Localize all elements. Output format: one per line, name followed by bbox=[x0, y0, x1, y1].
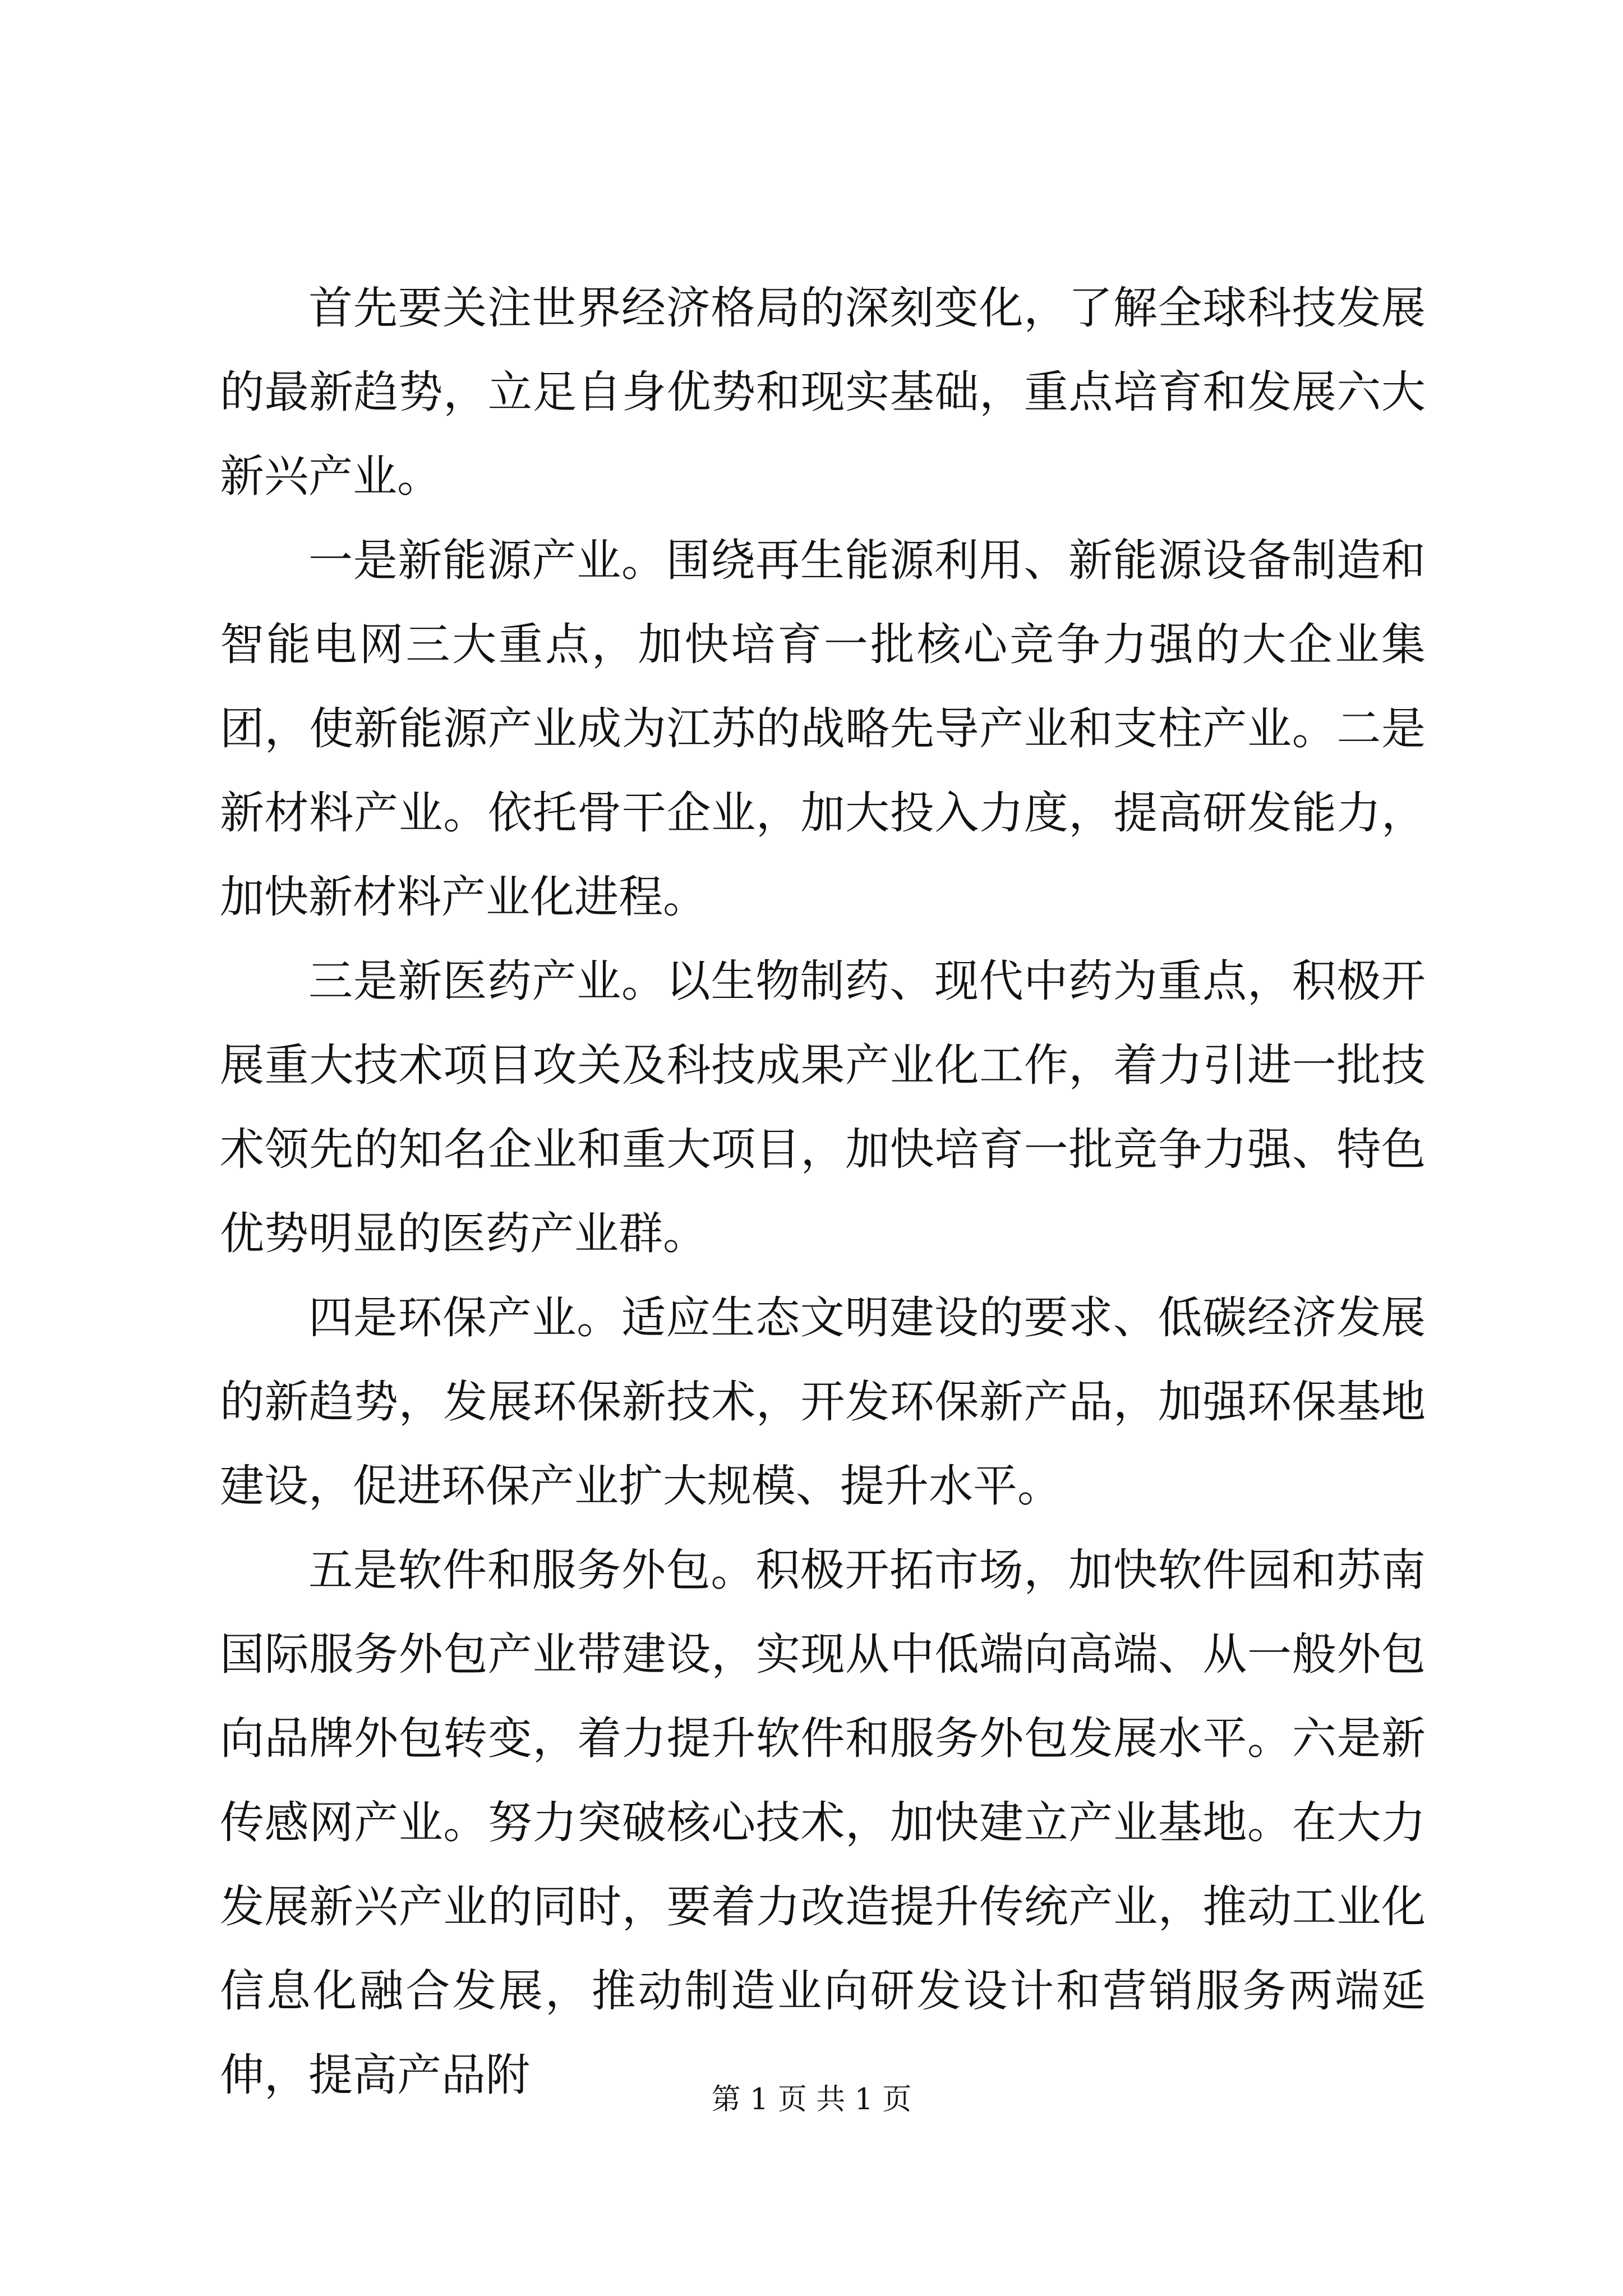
paragraph-new-energy-materials: 一是新能源产业。围绕再生能源利用、新能源设备制造和智能电网三大重点，加快培育一批核心竞争力强的大企业集团，使新能源产业成为江苏的战略先导产业和支柱产业。二是新材料产业。依托骨干企业，加大投入力度，提高研发能力，加快新材料产业化进程。 bbox=[220, 535, 1426, 923]
paragraph-intro: 首先要关注世界经济格局的深刻变化，了解全球科技发展的最新趋势，立足自身优势和现实基础，重点培育和发展六大新兴产业。 bbox=[220, 282, 1426, 502]
paragraph-environmental: 四是环保产业。适应生态文明建设的要求、低碳经济发展的新趋势，发展环保新技术，开发环保新产品，加强环保基地建设，促进环保产业扩大规模、提升水平。 bbox=[220, 1292, 1426, 1512]
paragraph-new-medicine: 三是新医药产业。以生物制药、现代中药为重点，积极开展重大技术项目攻关及科技成果产业化工作，着力引进一批技术领先的知名企业和重大项目，加快培育一批竞争力强、特色优势明显的医药产业群。 bbox=[220, 955, 1426, 1259]
paragraph-software-sensor: 五是软件和服务外包。积极开拓市场，加快软件园和苏南国际服务外包产业带建设，实现从中低端向高端、从一般外包向品牌外包转变，着力提升软件和服务外包发展水平。六是新传感网产业。努力突破核心技术，加快建立产业基地。在大力发展新兴产业的同时，要着力改造提升传统产业，推动工业化信息化融合发展，推动制造业向研发设计和营销服务两端延伸，提高产品附 bbox=[220, 1544, 1426, 2101]
page-footer: 第 1 页 共 1 页 bbox=[711, 2083, 912, 2116]
document-body bbox=[220, 266, 1426, 2117]
